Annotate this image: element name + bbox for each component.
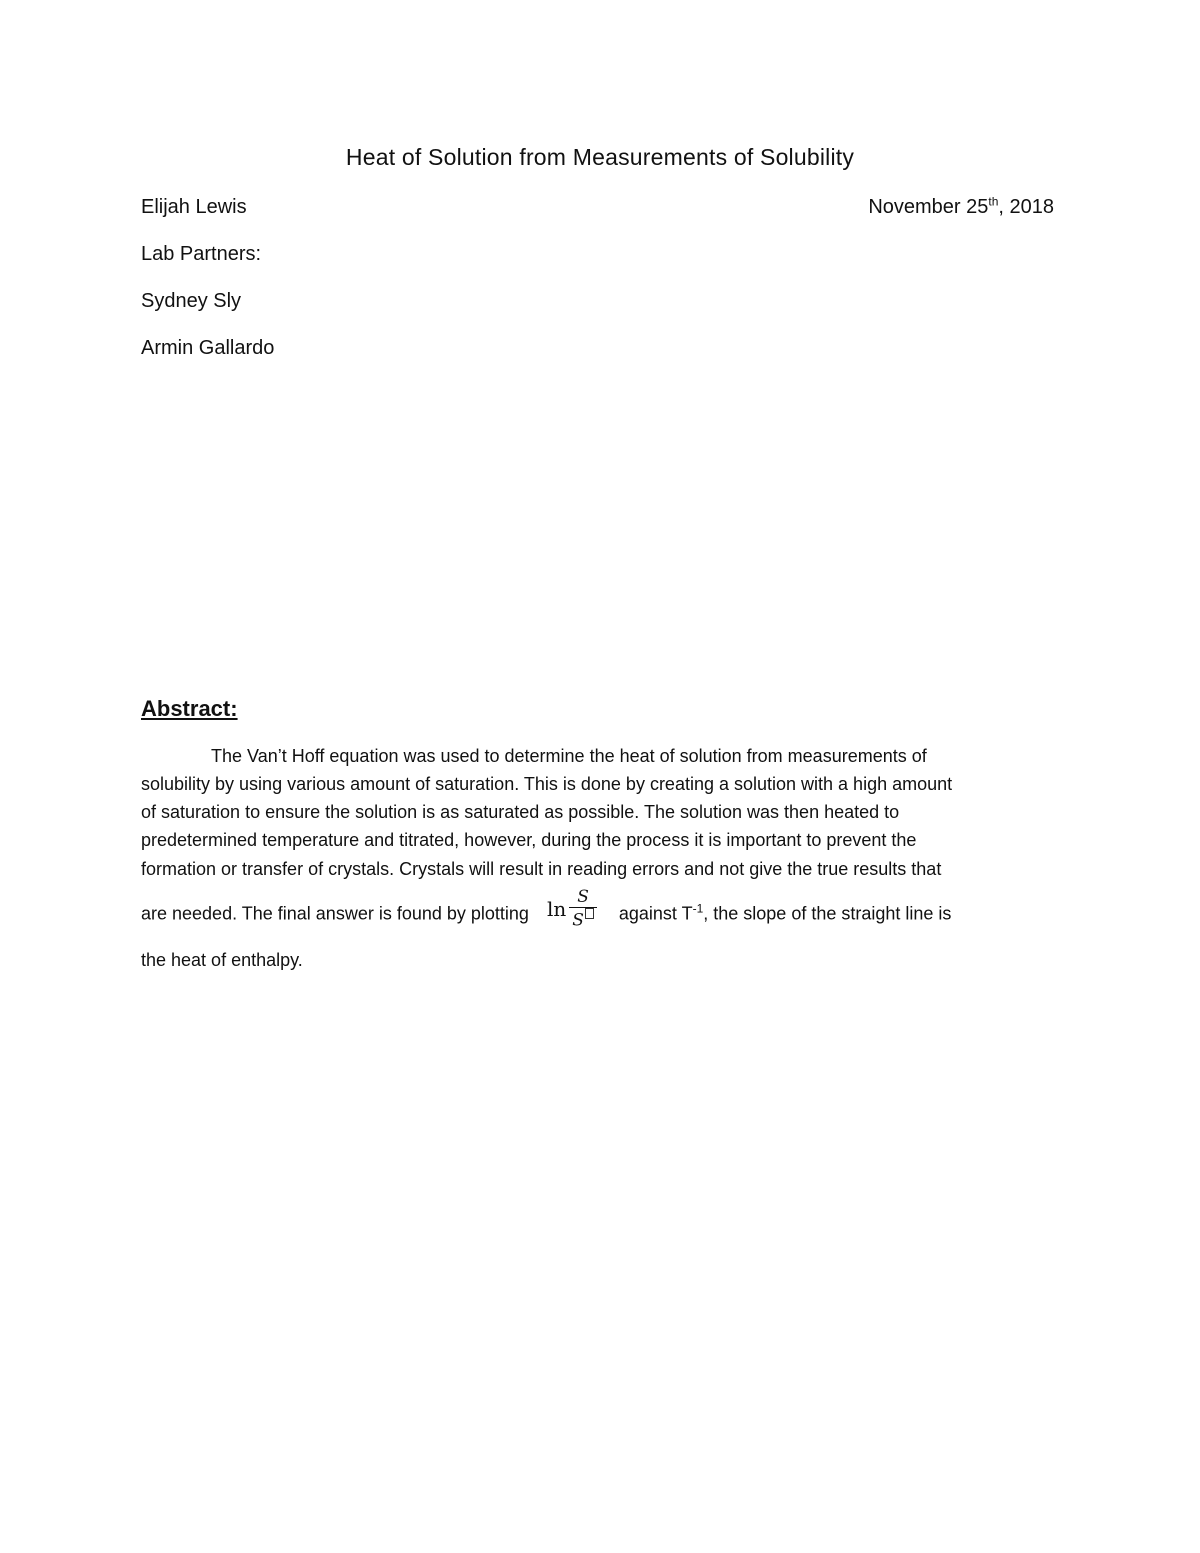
lab-partners-label: Lab Partners: (141, 243, 262, 265)
abstract-line: formation or transfer of crystals. Crystals will result in reading errors and not give the true results that (141, 859, 942, 879)
date-main: November 25 (868, 196, 989, 218)
abstract-formula-line (141, 887, 1041, 937)
abstract-last-line: the heat of enthalpy. (141, 950, 303, 970)
document-date (868, 196, 1054, 219)
formula-trail-text-end: , the slope of the straight line is (703, 903, 952, 924)
fraction (569, 887, 597, 931)
abstract-line: predetermined temperature and titrated, however, during the process it is important to prevent the (141, 830, 917, 850)
partner-name: Armin Gallardo (141, 337, 275, 359)
fraction-denominator (569, 908, 597, 931)
fraction-numerator: S (569, 887, 597, 908)
abstract-heading: Abstract: (141, 696, 238, 721)
ln-symbol: ln (546, 896, 567, 921)
missing-glyph-icon (585, 908, 594, 919)
date-suffix: th (988, 194, 999, 209)
date-year: , 2018 (998, 196, 1054, 218)
partner-name: Sydney Sly (141, 290, 242, 312)
author-name: Elijah Lewis (141, 196, 247, 218)
document-title: Heat of Solution from Measurements of Solubility (345, 144, 855, 170)
denominator-symbol: S (572, 910, 584, 931)
exponent: -1 (692, 901, 704, 916)
abstract-line: The Van’t Hoff equation was used to determine the heat of solution from measurements of (211, 746, 927, 766)
formula-lead-text: are needed. The final answer is found by plotting (141, 903, 529, 924)
ln-ratio-formula (547, 887, 597, 931)
abstract-line: solubility by using various amount of saturation. This is done by creating a solution with a high amount (141, 774, 953, 794)
formula-trail-text: against T (618, 903, 693, 924)
abstract-line: of saturation to ensure the solution is as saturated as possible. The solution was then heated to (141, 802, 900, 822)
